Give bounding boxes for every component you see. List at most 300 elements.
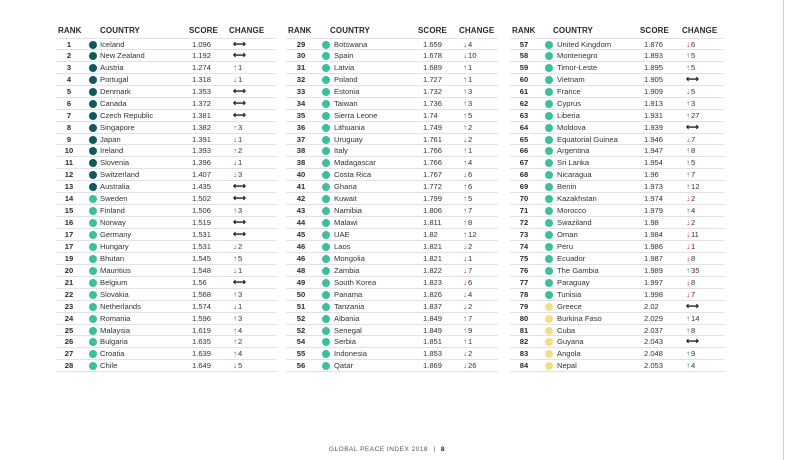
- change-value: 4: [691, 361, 696, 371]
- change-value: 1: [238, 74, 243, 84]
- arrow-up-icon: ↑: [463, 146, 467, 156]
- country-cell: Paraguay: [557, 277, 590, 287]
- change-value: 4: [468, 40, 473, 49]
- score-cell: 1.811: [423, 218, 442, 228]
- score-cell: 1.519: [192, 218, 212, 228]
- table-row: [286, 241, 498, 253]
- peace-level-dot: [322, 52, 330, 60]
- change-cell: [463, 169, 472, 180]
- country-cell: Kazakhstan: [557, 194, 597, 204]
- score-cell: 1.837: [423, 301, 443, 311]
- arrow-down-icon: ↓: [233, 241, 237, 251]
- peace-level-dot: [89, 159, 97, 167]
- rank-cell: 42: [296, 194, 306, 204]
- score-cell: 1.736: [423, 98, 443, 108]
- country-cell: Tanzania: [334, 301, 365, 311]
- change-cell: [233, 301, 242, 312]
- score-cell: 1.82: [423, 230, 438, 239]
- peace-level-dot: [322, 88, 330, 96]
- arrow-down-icon: ↓: [233, 74, 237, 84]
- change-value: 1: [238, 265, 243, 275]
- arrow-up-icon: ↑: [463, 218, 467, 228]
- table-row: [56, 205, 276, 217]
- change-value: 8: [691, 253, 696, 263]
- no-change-icon: ⟷: [233, 97, 246, 108]
- score-cell: 1.869: [423, 361, 443, 371]
- header-change: CHANGE: [459, 26, 495, 35]
- rank-cell: 45: [296, 230, 306, 239]
- rank-cell: 64: [519, 122, 529, 132]
- peace-level-dot: [545, 362, 553, 370]
- change-value: 35: [691, 265, 700, 275]
- header-rank: RANK: [58, 26, 82, 35]
- table-row: [510, 98, 724, 110]
- change-cell: [686, 241, 695, 252]
- change-value: 5: [691, 158, 696, 168]
- country-cell: Iceland: [100, 40, 125, 49]
- change-value: 2: [691, 194, 696, 204]
- table-row: [286, 205, 498, 217]
- change-cell: [233, 241, 242, 252]
- table-row: [286, 360, 498, 372]
- country-cell: Kuwait: [334, 194, 357, 204]
- change-value: 12: [691, 182, 700, 192]
- arrow-down-icon: ↓: [463, 253, 467, 263]
- header-country: COUNTRY: [553, 26, 593, 35]
- rank-cell: 10: [64, 146, 74, 156]
- country-cell: Nicaragua: [557, 170, 592, 180]
- peace-level-dot: [89, 267, 97, 275]
- change-value: 8: [691, 146, 696, 156]
- rank-cell: 54: [296, 337, 306, 347]
- footer-separator: |: [433, 446, 436, 453]
- country-cell: Malawi: [334, 218, 358, 228]
- header-change: CHANGE: [229, 26, 265, 35]
- table-row: [56, 313, 276, 325]
- country-cell: Costa Rica: [334, 170, 372, 180]
- rank-cell: 46: [296, 241, 306, 251]
- arrow-up-icon: ↑: [463, 158, 467, 168]
- country-cell: Laos: [334, 241, 351, 251]
- arrow-down-icon: ↓: [463, 277, 467, 287]
- country-cell: Norway: [100, 218, 126, 228]
- arrow-up-icon: ↑: [463, 313, 467, 323]
- change-cell: [686, 62, 695, 73]
- score-cell: 1.986: [644, 241, 664, 251]
- country-cell: Estonia: [334, 86, 360, 96]
- table-row: [510, 86, 724, 98]
- rank-cell: 41: [296, 182, 306, 192]
- arrow-up-icon: ↑: [463, 74, 467, 84]
- no-change-icon: ⟷: [686, 300, 699, 311]
- score-cell: 1.821: [423, 253, 443, 263]
- table-row: [286, 217, 498, 229]
- rank-cell: 33: [296, 86, 306, 96]
- change-value: 1: [468, 74, 473, 84]
- change-value: 14: [691, 313, 700, 323]
- peace-level-dot: [322, 255, 330, 263]
- country-cell: Cuba: [557, 325, 576, 335]
- arrow-up-icon: ↑: [686, 182, 690, 192]
- change-cell: [233, 110, 247, 121]
- change-value: 2: [468, 134, 473, 144]
- change-cell: [463, 348, 472, 359]
- change-cell: [686, 301, 700, 312]
- table-row: [510, 348, 724, 360]
- rank-cell: 84: [519, 361, 529, 371]
- table-row: [286, 229, 498, 241]
- score-cell: 1.909: [644, 86, 664, 96]
- rank-cell: 17: [64, 241, 74, 251]
- country-cell: Mongolia: [334, 253, 365, 263]
- score-cell: 1.905: [644, 74, 664, 84]
- peace-level-dot: [545, 88, 553, 96]
- arrow-up-icon: ↑: [686, 50, 690, 60]
- score-cell: 2.037: [644, 325, 664, 335]
- country-cell: Vietnam: [557, 74, 585, 84]
- country-cell: Taiwan: [334, 98, 358, 108]
- change-cell: [463, 265, 472, 276]
- rank-cell: 16: [64, 218, 74, 228]
- table-row: [510, 193, 724, 205]
- table-row: [286, 336, 498, 348]
- rank-cell: 34: [296, 98, 306, 108]
- score-cell: 1.545: [192, 253, 212, 263]
- arrow-up-icon: ↑: [463, 230, 467, 239]
- score-cell: 1.407: [192, 170, 212, 180]
- change-cell: [233, 74, 242, 85]
- change-value: 3: [238, 289, 243, 299]
- rank-cell: 73: [519, 230, 529, 239]
- peace-level-dot: [89, 100, 97, 108]
- table-row: [510, 134, 724, 146]
- change-value: 2: [238, 337, 243, 347]
- table-row: [510, 217, 724, 229]
- peace-level-dot: [545, 327, 553, 335]
- change-cell: [233, 360, 242, 371]
- score-cell: 1.74: [423, 110, 438, 120]
- score-cell: 1.98: [644, 218, 659, 228]
- score-cell: 1.851: [423, 337, 443, 347]
- change-value: 7: [468, 206, 473, 216]
- change-value: 1: [468, 146, 473, 156]
- table-row: [56, 134, 276, 146]
- country-cell: Qatar: [334, 361, 353, 371]
- change-cell: [233, 265, 242, 276]
- country-cell: Serbia: [334, 337, 356, 347]
- score-cell: 1.531: [192, 230, 212, 239]
- country-cell: Nepal: [557, 361, 577, 371]
- table-row: [56, 38, 276, 50]
- score-cell: 1.732: [423, 86, 443, 96]
- table-row: [56, 325, 276, 337]
- arrow-up-icon: ↑: [686, 146, 690, 156]
- country-cell: Germany: [100, 230, 132, 239]
- peace-level-dot: [545, 303, 553, 311]
- change-value: 10: [468, 50, 477, 60]
- change-value: 8: [468, 218, 473, 228]
- peace-level-dot: [322, 41, 330, 49]
- arrow-down-icon: ↓: [463, 170, 467, 180]
- peace-level-dot: [545, 207, 553, 215]
- change-cell: [233, 157, 242, 168]
- table-row: [56, 50, 276, 62]
- score-cell: 2.048: [644, 349, 664, 359]
- score-cell: 2.02: [644, 301, 659, 311]
- header-change: CHANGE: [682, 26, 718, 35]
- peace-level-dot: [545, 219, 553, 227]
- score-cell: 1.096: [192, 40, 212, 49]
- arrow-up-icon: ↑: [233, 349, 237, 359]
- peace-level-dot: [545, 64, 553, 72]
- table-row: [510, 253, 724, 265]
- score-cell: 1.391: [192, 134, 212, 144]
- score-cell: 2.043: [644, 337, 664, 347]
- arrow-down-icon: ↓: [686, 277, 690, 287]
- score-cell: 1.913: [644, 98, 664, 108]
- score-cell: 1.619: [192, 325, 212, 335]
- change-cell: [233, 122, 242, 133]
- table-row: [56, 301, 276, 313]
- peace-level-dot: [89, 64, 97, 72]
- rank-cell: 27: [64, 349, 74, 359]
- country-cell: Belgium: [100, 277, 128, 287]
- change-value: 1: [238, 158, 243, 168]
- change-value: 5: [468, 194, 473, 204]
- country-cell: Senegal: [334, 325, 362, 335]
- change-value: 6: [468, 277, 473, 287]
- change-value: 9: [691, 349, 696, 359]
- change-cell: [686, 50, 695, 61]
- change-value: 2: [691, 218, 696, 228]
- country-cell: Croatia: [100, 349, 125, 359]
- change-cell: [686, 336, 700, 347]
- country-cell: Latvia: [334, 62, 355, 72]
- country-cell: Lithuania: [334, 122, 365, 132]
- change-cell: [686, 74, 700, 85]
- rank-cell: 82: [519, 337, 529, 347]
- rank-cell: 35: [296, 110, 306, 120]
- country-cell: Canada: [100, 98, 127, 108]
- table-row: [510, 289, 724, 301]
- change-cell: [463, 325, 472, 336]
- country-cell: Sweden: [100, 194, 128, 204]
- score-cell: 1.635: [192, 337, 212, 347]
- change-cell: [463, 360, 476, 371]
- table-row: [286, 50, 498, 62]
- rank-cell: 75: [519, 253, 529, 263]
- no-change-icon: ⟷: [233, 229, 246, 239]
- arrow-up-icon: ↑: [686, 98, 690, 108]
- score-cell: 1.821: [423, 241, 443, 251]
- arrow-up-icon: ↑: [233, 325, 237, 335]
- arrow-up-icon: ↑: [463, 206, 467, 216]
- change-cell: [686, 229, 699, 240]
- score-cell: 1.849: [423, 325, 443, 335]
- score-cell: 1.548: [192, 265, 212, 275]
- peace-level-dot: [322, 147, 330, 155]
- change-cell: [233, 289, 242, 300]
- country-cell: The Gambia: [557, 265, 599, 275]
- table-row: [510, 277, 724, 289]
- arrow-up-icon: ↑: [686, 325, 690, 335]
- country-cell: Zambia: [334, 265, 360, 275]
- rank-cell: 13: [64, 182, 74, 192]
- score-cell: 1.974: [644, 194, 664, 204]
- score-cell: 1.997: [644, 277, 664, 287]
- score-cell: 1.372: [192, 98, 212, 108]
- change-value: 2: [238, 146, 243, 156]
- country-cell: Netherlands: [100, 301, 141, 311]
- rank-cell: 15: [64, 206, 74, 216]
- peace-level-dot: [322, 315, 330, 323]
- rank-cell: 23: [64, 301, 74, 311]
- rank-cell: 60: [519, 74, 529, 84]
- score-cell: 1.893: [644, 50, 664, 60]
- score-cell: 1.96: [644, 170, 659, 180]
- rank-cell: 37: [296, 134, 306, 144]
- change-value: 27: [691, 110, 700, 120]
- table-row: [510, 122, 724, 134]
- score-cell: 1.979: [644, 206, 664, 216]
- arrow-up-icon: ↑: [233, 313, 237, 323]
- peace-level-dot: [322, 243, 330, 251]
- score-cell: 2.053: [644, 361, 664, 371]
- score-cell: 1.596: [192, 313, 212, 323]
- rank-cell: 32: [296, 74, 306, 84]
- table-row: [56, 145, 276, 157]
- arrow-down-icon: ↓: [686, 253, 690, 263]
- country-cell: Panama: [334, 289, 363, 299]
- score-cell: 1.353: [192, 86, 212, 96]
- arrow-down-icon: ↓: [463, 134, 467, 144]
- table-row: [286, 134, 498, 146]
- change-value: 1: [691, 241, 696, 251]
- arrow-up-icon: ↑: [686, 313, 690, 323]
- country-cell: Slovakia: [100, 289, 129, 299]
- no-change-icon: ⟷: [686, 336, 699, 347]
- score-cell: 1.766: [423, 146, 443, 156]
- country-cell: Finland: [100, 206, 125, 216]
- table-row: [56, 181, 276, 193]
- rank-cell: 5: [66, 86, 72, 96]
- peace-level-dot: [89, 255, 97, 263]
- change-cell: [686, 193, 695, 204]
- change-cell: [233, 62, 242, 73]
- score-cell: 1.853: [423, 349, 443, 359]
- change-value: 3: [238, 170, 243, 180]
- score-cell: 1.274: [192, 62, 212, 72]
- table-row: [510, 301, 724, 313]
- header-country: COUNTRY: [100, 26, 140, 35]
- peace-level-dot: [89, 303, 97, 311]
- table-row: [56, 277, 276, 289]
- rank-cell: 7: [66, 110, 72, 120]
- table-row: [510, 62, 724, 74]
- peace-level-dot: [545, 267, 553, 275]
- rank-cell: 79: [519, 301, 529, 311]
- no-change-icon: ⟷: [233, 181, 246, 192]
- change-value: 3: [238, 206, 243, 216]
- arrow-up-icon: ↑: [233, 289, 237, 299]
- country-cell: Botswana: [334, 40, 368, 49]
- country-cell: Albania: [334, 313, 360, 323]
- country-cell: Indonesia: [334, 349, 367, 359]
- arrow-up-icon: ↑: [686, 110, 690, 120]
- arrow-up-icon: ↑: [686, 265, 690, 275]
- change-cell: [686, 217, 695, 228]
- rank-table-section-1: [56, 38, 276, 372]
- rank-cell: 28: [64, 361, 74, 371]
- table-row: [56, 157, 276, 169]
- country-cell: Burkina Faso: [557, 313, 602, 323]
- change-cell: [233, 205, 242, 216]
- rank-cell: 3: [66, 62, 72, 72]
- no-change-icon: ⟷: [686, 121, 699, 132]
- table-row: [286, 62, 498, 74]
- change-cell: [233, 336, 242, 347]
- score-cell: 1.56: [192, 277, 207, 287]
- table-row: [286, 122, 498, 134]
- arrow-down-icon: ↓: [233, 158, 237, 168]
- table-row: [286, 348, 498, 360]
- table-row: [510, 205, 724, 217]
- arrow-down-icon: ↓: [463, 349, 467, 359]
- peace-level-dot: [545, 147, 553, 155]
- rank-cell: 25: [64, 325, 74, 335]
- rank-cell: 38: [296, 146, 306, 156]
- arrow-up-icon: ↑: [463, 98, 467, 108]
- no-change-icon: ⟷: [233, 217, 246, 228]
- score-cell: 1.435: [192, 182, 212, 192]
- change-value: 2: [468, 241, 473, 251]
- rank-cell: 58: [519, 50, 529, 60]
- page-edge-divider: [783, 0, 784, 460]
- peace-level-dot: [89, 338, 97, 346]
- rank-cell: 43: [296, 206, 306, 216]
- change-cell: [463, 217, 472, 228]
- rank-cell: 48: [296, 265, 306, 275]
- rank-cell: 24: [64, 313, 74, 323]
- table-row: [56, 98, 276, 110]
- table-row: [510, 50, 724, 62]
- country-cell: Madagascar: [334, 158, 376, 168]
- peace-level-dot: [322, 136, 330, 144]
- arrow-up-icon: ↑: [233, 337, 237, 347]
- country-cell: Greece: [557, 301, 582, 311]
- change-value: 6: [468, 182, 473, 192]
- rank-cell: 62: [519, 98, 529, 108]
- change-value: 4: [468, 289, 473, 299]
- change-value: 7: [468, 265, 473, 275]
- arrow-up-icon: ↑: [233, 146, 237, 156]
- change-value: 8: [691, 325, 696, 335]
- table-row: [510, 241, 724, 253]
- score-cell: 1.947: [644, 146, 664, 156]
- rank-cell: 67: [519, 158, 529, 168]
- page-footer: [329, 446, 445, 453]
- score-cell: 1.393: [192, 146, 212, 156]
- change-cell: [233, 325, 242, 336]
- change-cell: [463, 122, 472, 133]
- arrow-up-icon: ↑: [233, 206, 237, 216]
- change-cell: [686, 205, 695, 216]
- peace-level-dot: [322, 64, 330, 72]
- table-row: [56, 289, 276, 301]
- peace-level-dot: [322, 362, 330, 370]
- no-change-icon: ⟷: [233, 193, 246, 204]
- change-cell: [686, 289, 695, 300]
